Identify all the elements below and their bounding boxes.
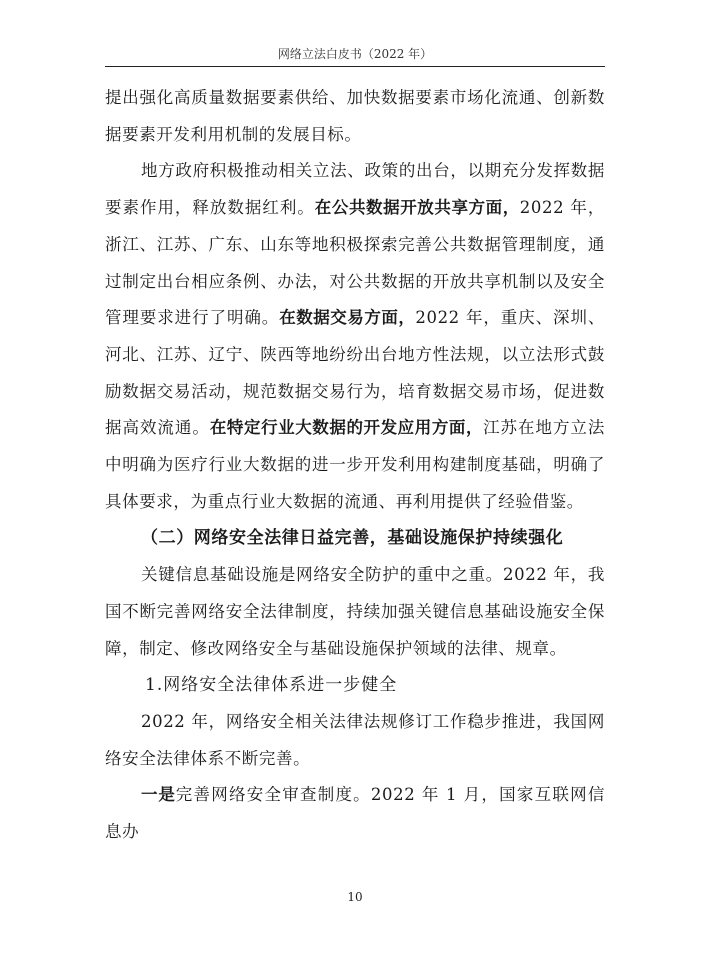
paragraph-law-revision: 2022 年，网络安全相关法律法规修订工作稳步推进，我国网络安全法律体系不断完善。	[105, 711, 605, 768]
paragraph-text: 江苏在地方立法中明确为医疗行业大数据的进一步开发利用构建制度基础，明确了具体要求，为重点行业大数据的流通、再利用提供了经验借鉴。	[105, 418, 606, 511]
paragraph-text: 2022 年，浙江、江苏、广东、山东等地积极探索完善公共数据管理制度，通过制定出台相应条例、办法，对公共数据的开放共享机制以及安全管理要求进行了明确。	[105, 198, 605, 328]
sub-heading: 1.网络安全法律体系进一步健全	[145, 675, 398, 696]
paragraph-security-review	[105, 777, 605, 850]
section-heading: （二）网络安全法律日益完善，基础设施保护持续强化	[141, 528, 564, 549]
paragraph-text: 2022 年，重庆、深圳、河北、江苏、辽宁、陕西等地纷纷出台地方性法规，以立法形式鼓励数据交易活动，规范数据交易行为，培育数据交易市场，促进数据高效流通。	[105, 308, 605, 438]
paragraph-local-legislation	[105, 153, 605, 520]
bold-lead-industry-big-data: 在特定行业大数据的开发应用方面，	[209, 418, 484, 438]
header-divider	[105, 66, 605, 67]
running-header: 网络立法白皮书（2022 年）	[277, 47, 433, 61]
document-body	[105, 80, 605, 851]
page-number: 10	[347, 890, 363, 904]
bold-lead-first: 一是	[141, 785, 176, 805]
paragraph-text: 地方政府积极推动相关立法、政策的出台，以期充分发挥数据要素作用，释放数据红利。	[105, 161, 605, 218]
paragraph-text: 完善网络安全审查制度。2022 年 1 月，国家互联网信息办	[105, 785, 605, 842]
paragraph-data-elements-goal: 提出强化高质量数据要素供给、加快数据要素市场化流通、创新数据要素开发利用机制的发展目标。	[105, 88, 605, 144]
bold-lead-data-trading: 在数据交易方面，	[279, 308, 416, 328]
paragraph-critical-infrastructure: 关键信息基础设施是网络安全防护的重中之重。2022 年，我国不断完善网络安全法律制度，持续加强关键信息基础设施安全保障，制定、修改网络安全与基础设施保护领域的法律、规章。	[105, 565, 605, 658]
bold-lead-public-data: 在公共数据开放共享方面，	[314, 198, 520, 218]
